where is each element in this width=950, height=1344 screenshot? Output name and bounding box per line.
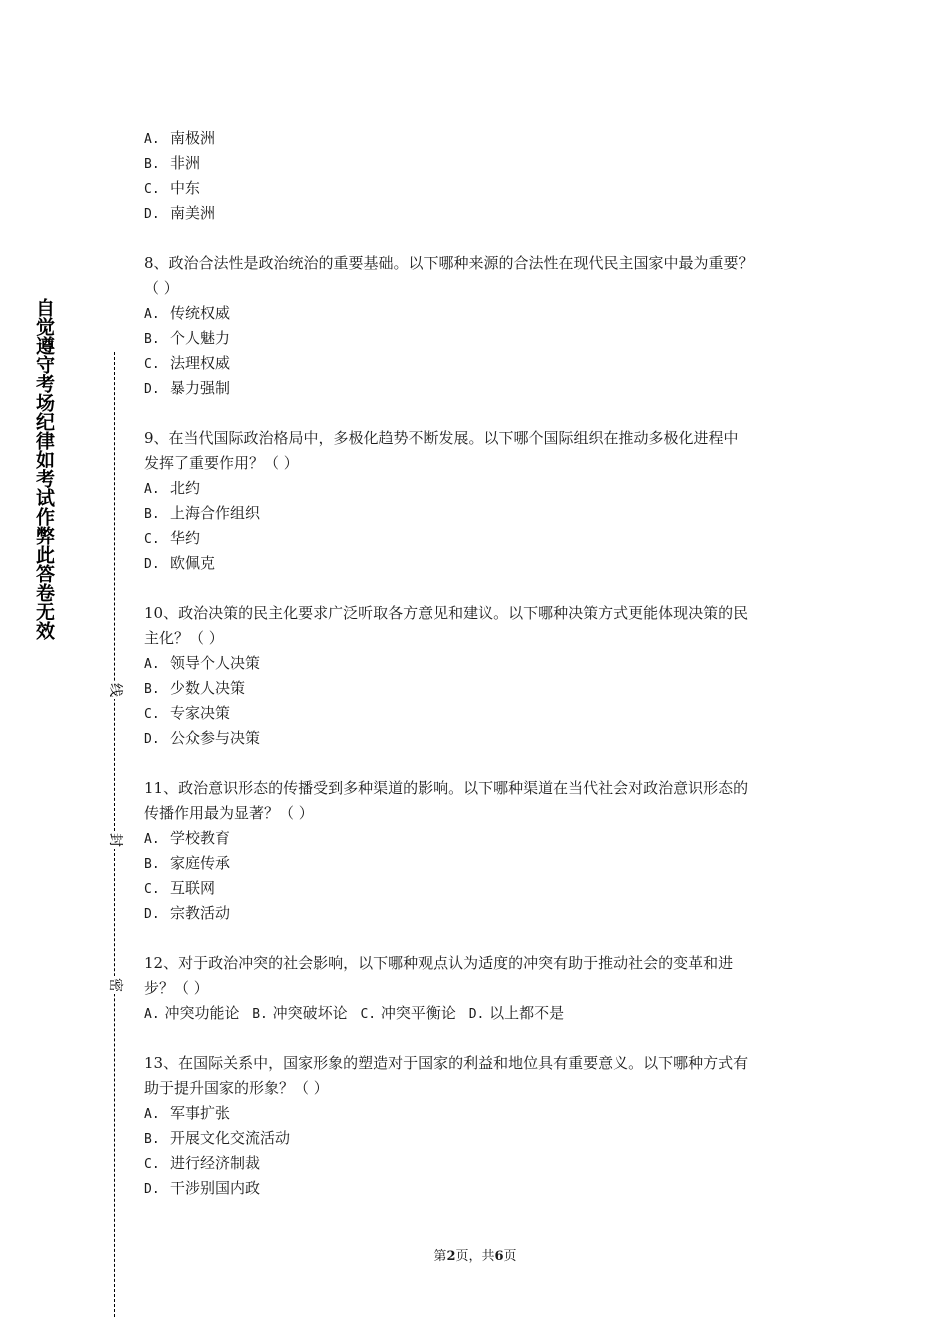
question-13 bbox=[144, 1051, 824, 1201]
option-a[interactable]: A. 南极洲 bbox=[144, 129, 216, 147]
option-a[interactable]: A. 领导个人决策 bbox=[144, 654, 261, 672]
question-10 bbox=[144, 601, 824, 751]
option-d[interactable]: D. 南美洲 bbox=[144, 204, 216, 222]
option-b[interactable]: B. 上海合作组织 bbox=[144, 504, 261, 522]
page-footer: 第2页，共6页 bbox=[433, 1249, 517, 1264]
binding-char-secret: 密 bbox=[107, 978, 123, 992]
option-c[interactable]: C. 华约 bbox=[144, 529, 201, 547]
question-9 bbox=[144, 426, 824, 576]
question-stem: 12、对于政治冲突的社会影响，以下哪种观点认为适度的冲突有助于推动社会的变革和进 bbox=[144, 954, 734, 972]
binding-char-seal: 封 bbox=[107, 833, 123, 847]
option-a[interactable]: A. 北约 bbox=[144, 479, 201, 497]
page-total: 6 bbox=[494, 1249, 504, 1264]
option-b[interactable]: B. 个人魅力 bbox=[144, 329, 231, 347]
question-12 bbox=[144, 951, 824, 1026]
question-stem: 8、政治合法性是政治统治的重要基础。以下哪种来源的合法性在现代民主国家中最为重要？ bbox=[144, 254, 754, 272]
question-stem-cont: 助于提升国家的形象？（ ） bbox=[144, 1079, 329, 1097]
option-b[interactable]: B. 少数人决策 bbox=[144, 679, 246, 697]
question-stem-cont: 步？（ ） bbox=[144, 979, 209, 997]
option-d[interactable]: D. 以上都不是 bbox=[468, 1004, 565, 1022]
question-11 bbox=[144, 776, 824, 926]
page-number: 2 bbox=[446, 1249, 456, 1264]
option-d[interactable]: D. 干涉别国内政 bbox=[144, 1179, 261, 1197]
option-d[interactable]: D. 暴力强制 bbox=[144, 379, 231, 397]
option-b[interactable]: B. 开展文化交流活动 bbox=[144, 1129, 291, 1147]
question-stem-cont: （ ） bbox=[144, 279, 179, 297]
question-8 bbox=[144, 251, 824, 401]
question-stem-cont: 传播作用最为显著？（ ） bbox=[144, 804, 314, 822]
option-b[interactable]: B. 冲突破坏论 bbox=[252, 1004, 348, 1022]
exam-content bbox=[144, 126, 824, 1226]
option-c[interactable]: C. 专家决策 bbox=[144, 704, 231, 722]
option-c[interactable]: C. 进行经济制裁 bbox=[144, 1154, 261, 1172]
inline-options bbox=[144, 1001, 824, 1026]
question-7-options bbox=[144, 126, 824, 226]
option-a[interactable]: A. 冲突功能论 bbox=[144, 1004, 240, 1022]
option-c[interactable]: C. 法理权威 bbox=[144, 354, 231, 372]
question-stem-cont: 发挥了重要作用？（ ） bbox=[144, 454, 299, 472]
option-d[interactable]: D. 公众参与决策 bbox=[144, 729, 261, 747]
option-d[interactable]: D. 欧佩克 bbox=[144, 554, 216, 572]
question-stem: 10、政治决策的民主化要求广泛听取各方意见和建议。以下哪种决策方式更能体现决策的民 bbox=[144, 604, 749, 622]
option-a[interactable]: A. 军事扩张 bbox=[144, 1104, 231, 1122]
option-c[interactable]: C. 中东 bbox=[144, 179, 201, 197]
question-stem: 13、在国际关系中，国家形象的塑造对于国家的利益和地位具有重要意义。以下哪种方式有 bbox=[144, 1054, 749, 1072]
binding-char-line: 线 bbox=[107, 683, 123, 697]
option-a[interactable]: A. 学校教育 bbox=[144, 829, 231, 847]
option-b[interactable]: B. 家庭传承 bbox=[144, 854, 231, 872]
option-c[interactable]: C. 冲突平衡论 bbox=[360, 1004, 456, 1022]
question-stem: 11、政治意识形态的传播受到多种渠道的影响。以下哪种渠道在当代社会对政治意识形态的 bbox=[144, 779, 749, 797]
option-a[interactable]: A. 传统权威 bbox=[144, 304, 231, 322]
option-c[interactable]: C. 互联网 bbox=[144, 879, 216, 897]
option-b[interactable]: B. 非洲 bbox=[144, 154, 201, 172]
option-d[interactable]: D. 宗教活动 bbox=[144, 904, 231, 922]
question-stem: 9、在当代国际政治格局中，多极化趋势不断发展。以下哪个国际组织在推动多极化进程中 bbox=[144, 429, 739, 447]
binding-warning-text: 自觉遵守考场纪律如考试作弊此答卷无效 bbox=[33, 298, 55, 640]
question-stem-cont: 主化？（ ） bbox=[144, 629, 224, 647]
